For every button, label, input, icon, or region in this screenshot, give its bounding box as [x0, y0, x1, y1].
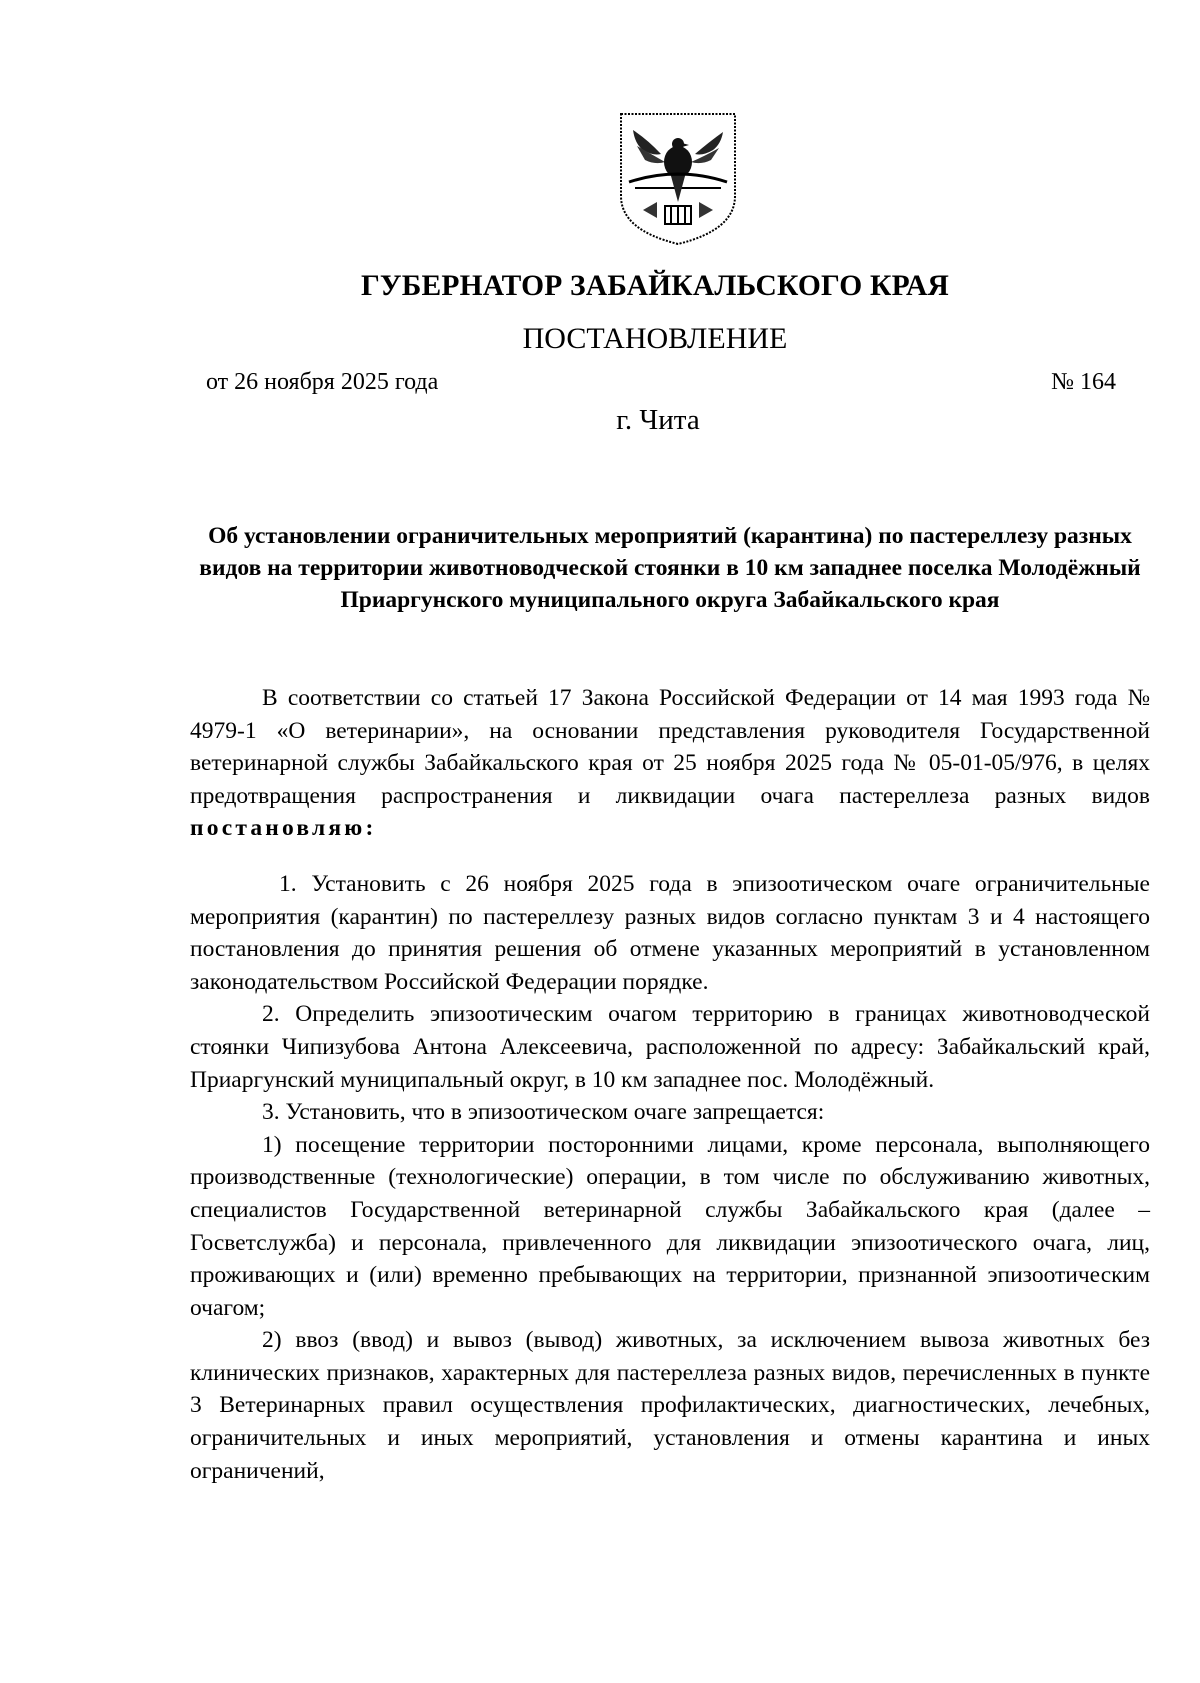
document-title: Об установлении ограничительных мероприятий (карантина) по пастереллезу разных видов на территории животноводческой стоянки в 10 км западнее поселка Молодёжный Приаргунского муниципального округа Забайкальского края — [199, 523, 1141, 613]
document-type: ПОСТАНОВЛЕНИЕ — [522, 322, 788, 355]
item-1: 1. Установить с 26 ноября 2025 года в эпизоотическом очаге ограничительные мероприятия (карантин) по пастереллезу разных видов согласно пунктам 3 и 4 настоящего постановления до принятия решения об отмене указанных мероприятий в установленном законодательством Российской Федерации порядке. — [190, 870, 1150, 995]
decree-word: постановляю: — [190, 815, 377, 842]
preamble — [190, 682, 1150, 845]
item-3: 3. Установить, что в эпизоотическом очаге запрещается: — [262, 1099, 825, 1126]
document-date: от 26 ноября 2025 года — [206, 369, 439, 395]
preamble-text: В соответствии со статьей 17 Закона Российской Федерации от 14 мая 1993 года № 4979-1 «О ветеринарии», на основании представления руководителя Государственной ветеринарной службы Забайкальского края от 25 ноября 2025 года № 05-01-05/976, в целях предотвращения распространения и ликвидации очага пастереллеза разных видов — [190, 685, 1150, 809]
item-3-subitem-1: 1) посещение территории посторонними лицами, кроме персонала, выполняющего производственные (технологические) операции, в том числе по обслуживанию животных, специалистов Государственной ветеринарной службы Забайкальского края (далее – Госветслужба) и персонала, привлеченного для ликвидации эпизоотического очага, лиц, проживающих и (или) временно пребывающих на территории, признанной эпизоотическим очагом; — [190, 1131, 1150, 1321]
document-body — [190, 682, 1150, 1487]
coat-of-arms-graphic — [613, 110, 743, 247]
issuing-authority: ГУБЕРНАТОР ЗАБАЙКАЛЬСКОГО КРАЯ — [360, 270, 950, 302]
document-city: г. Чита — [616, 404, 700, 436]
coat-of-arms-icon — [613, 110, 743, 247]
document-number: № 164 — [1051, 369, 1116, 395]
item-2: 2. Определить эпизоотическим очагом территорию в границах животноводческой стоянки Чипизубова Антона Алексеевича, расположенной по адресу: Забайкальский край, Приаргунский муниципальный округ, в 10 км западнее пос. Молодёжный. — [190, 1001, 1150, 1093]
item-3-subitem-2: 2) ввоз (ввод) и вывоз (вывод) животных, за исключением вывоза животных без клинических признаков, характерных для пастереллеза разных видов, перечисленных в пункте 3 Ветеринарных правил осуществления профилактических, диагностических, лечебных, ограничительных и иных мероприятий, установления и отмены карантина и иных ограничений, — [190, 1327, 1150, 1484]
